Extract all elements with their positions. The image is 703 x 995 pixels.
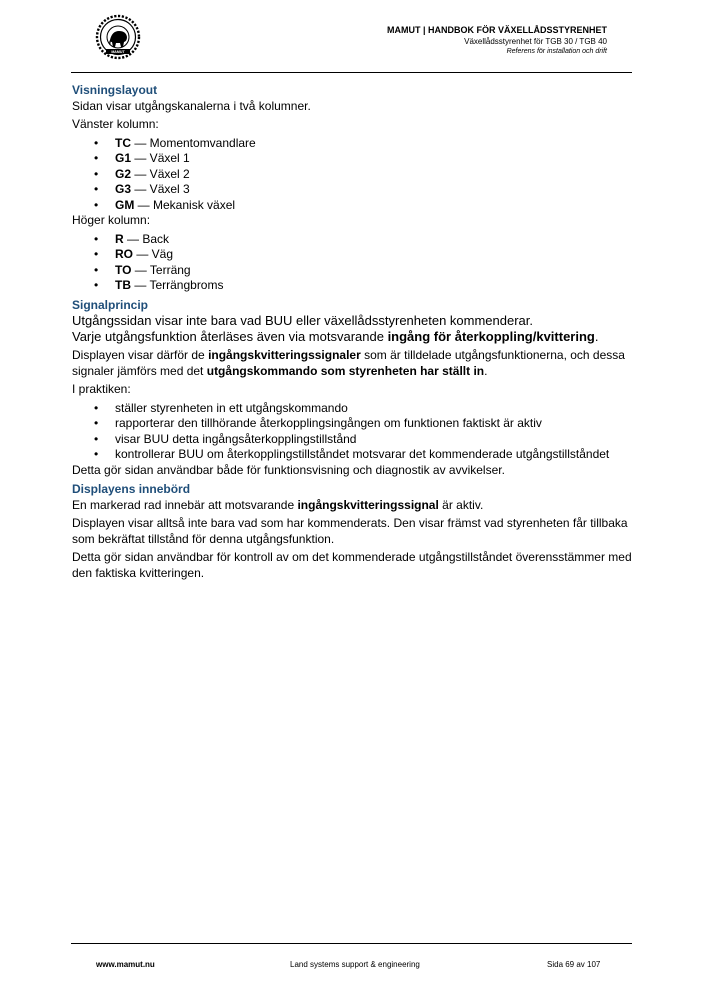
channel-code: TC xyxy=(115,135,131,150)
list-item: • kontrollerar BUU om återkopplingstillståndet motsvarar det kommenderade utgångstillståndet xyxy=(115,447,632,463)
meaning-p1-end: är aktiv. xyxy=(438,497,484,512)
channel-code: G1 xyxy=(115,151,132,165)
meaning-p2: Displayen visar alltså inte bara vad som har kommenderats. Den visar främst vad styrenheten får tillbaka som bekräftat tillstånd för denna utgångsfunktion. xyxy=(72,516,628,546)
signal-conclusion: Detta gör sidan användbar både för funktionsvisning och diagnostik av avvikelser. xyxy=(72,462,505,477)
meaning-p1 xyxy=(72,498,632,514)
list-item xyxy=(115,263,632,279)
signal-line2-bold: ingång för återkoppling/kvittering xyxy=(387,329,595,344)
right-column-label: Höger kolumn: xyxy=(72,213,151,227)
main-content xyxy=(72,83,632,581)
list-item xyxy=(115,198,632,214)
list-item xyxy=(115,167,632,183)
list-item xyxy=(115,278,632,294)
signal-line1: Utgångssidan visar inte bara vad BUU eller växellådsstyrenheten kommenderar. xyxy=(72,313,534,328)
footer-divider xyxy=(71,943,632,944)
list-item xyxy=(115,182,632,198)
signal-p2-bold2: utgångskommando som styrenheten har ställt in xyxy=(206,363,485,378)
channel-code: R xyxy=(115,231,124,246)
channel-desc: — Mekanisk växel xyxy=(134,197,236,212)
practice-list xyxy=(72,401,632,463)
list-item: • rapporterar den tillhörande återkopplingsingången om funktionen faktiskt är aktiv xyxy=(115,416,632,432)
left-column-list xyxy=(72,136,632,214)
page-number: Sida 69 av 107 xyxy=(547,960,601,969)
channel-desc: — Back xyxy=(123,231,170,246)
signal-line2 xyxy=(72,329,632,345)
meaning-p1-bold: ingångskvitteringssignal xyxy=(297,497,439,512)
header-note: Referens för installation och drift xyxy=(506,48,607,55)
channel-desc: — Terräng xyxy=(131,262,191,277)
header-title: MAMUT | HANDBOK FÖR VÄXELLÅDSSTYRENHET xyxy=(386,25,607,35)
list-item xyxy=(115,151,632,167)
channel-desc: — Växel 2 xyxy=(131,166,190,181)
meaning-p1-text: En markerad rad innebär att motsvarande xyxy=(72,497,298,512)
footer-website: www.mamut.nu xyxy=(96,960,155,969)
list-item xyxy=(115,232,632,248)
list-item: • ställer styrenheten in ett utgångskommando xyxy=(115,401,632,417)
channel-code: TB xyxy=(115,278,131,292)
list-item xyxy=(115,136,632,152)
channel-code: RO xyxy=(115,247,133,261)
footer-tagline: Land systems support & engineering xyxy=(290,960,420,969)
header-subtitle: Växellådsstyrenhet för TGB 30 / TGB 40 xyxy=(464,37,607,46)
channel-desc: — Terrängbroms xyxy=(131,278,224,292)
signal-paragraph xyxy=(72,348,632,379)
channel-code: TO xyxy=(115,262,132,277)
heading-visningslayout: Visningslayout xyxy=(72,83,158,97)
signal-p2-mid: som är tilldelade utgångsfunktionerna, och dessa signaler jämförs med det xyxy=(72,348,625,378)
channel-code: G3 xyxy=(115,182,132,196)
meaning-p3: Detta gör sidan användbar för kontroll av om det kommenderade utgångstillståndet överensstämmer med den faktiska kvitteringen. xyxy=(72,550,632,580)
header-divider xyxy=(71,72,632,73)
right-column-list xyxy=(72,232,632,294)
heading-signalprincip: Signalprincip xyxy=(72,297,149,312)
signal-p2-text: Displayen visar därför de xyxy=(72,348,209,362)
channel-code: G2 xyxy=(115,166,132,181)
left-column-label: Vänster kolumn: xyxy=(72,117,159,131)
channel-desc: — Momentomvandlare xyxy=(131,135,256,150)
signal-p2-bold1: ingångskvitteringssignaler xyxy=(208,348,361,362)
page-header xyxy=(387,25,607,57)
signal-line2-end: . xyxy=(594,329,599,344)
channel-desc: — Växel 3 xyxy=(131,182,190,196)
channel-code: GM xyxy=(115,197,135,212)
list-item: • visar BUU detta ingångsåterkopplingstillstånd xyxy=(115,432,632,448)
heading-displayens-innebord: Displayens innebörd xyxy=(72,482,191,496)
channel-desc: — Väg xyxy=(133,247,174,261)
layout-intro: Sidan visar utgångskanalerna i två kolumner. xyxy=(72,98,311,113)
signal-line2-text: Varje utgångsfunktion återläses även via motsvarande xyxy=(72,329,388,344)
mamut-gear-logo-icon xyxy=(95,14,141,60)
channel-desc: — Växel 1 xyxy=(131,151,190,165)
practice-label: I praktiken: xyxy=(72,382,131,396)
signal-p2-end: . xyxy=(484,363,488,378)
list-item xyxy=(115,247,632,263)
svg-text:MAMUT: MAMUT xyxy=(111,50,125,54)
